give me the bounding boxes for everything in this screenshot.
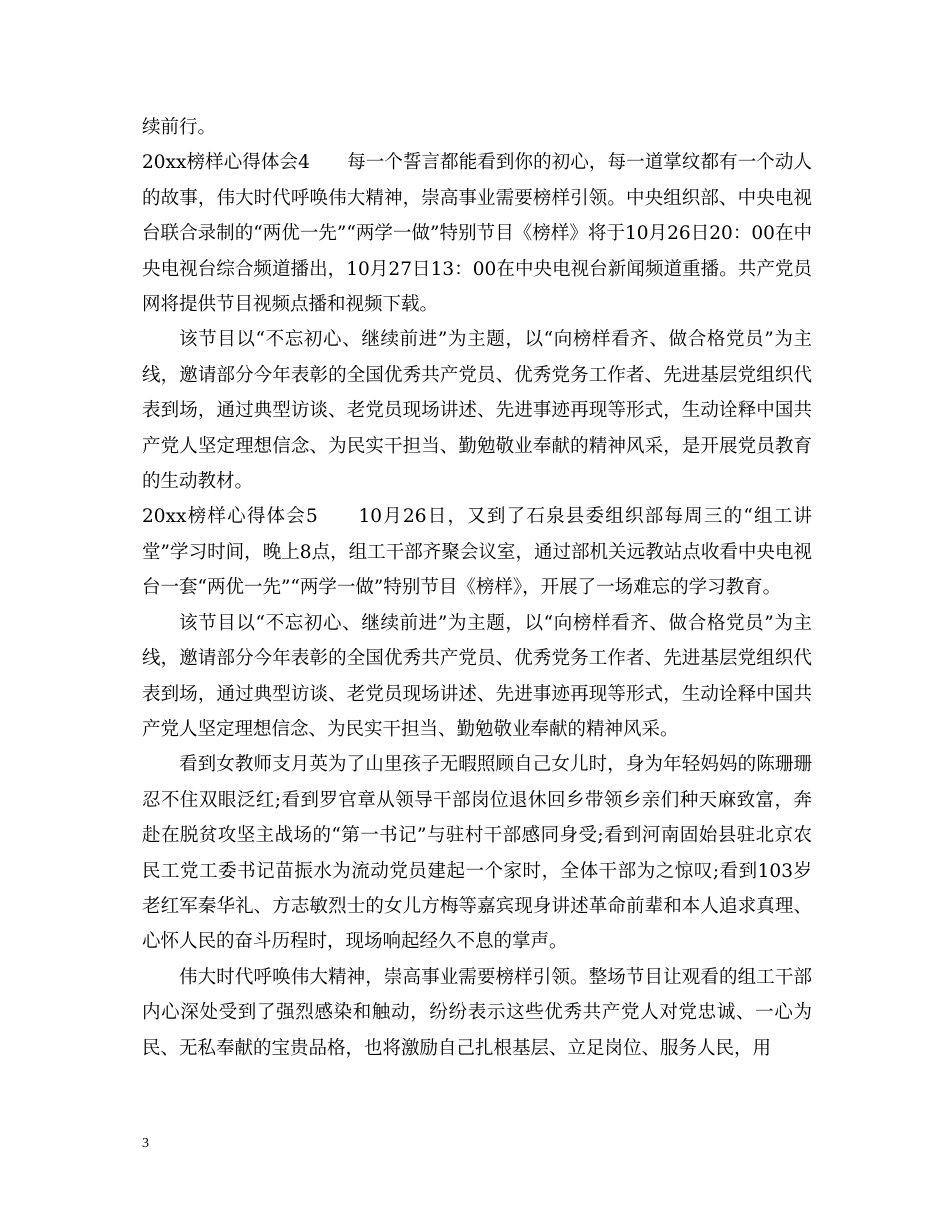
paragraph-6: 看到女教师支月英为了山里孩子无暇照顾自己女儿时，身为年轻妈妈的陈珊珊忍不住双眼泛红;看到罗官章从领导干部岗位退休回乡带领乡亲们种天麻致富，奔赴在脱贫攻坚主战场的“第一书记”与驻村干部感同身受;看到河南固始县驻北京农民工党工委书记苗振水为流动党员建起一个家时，全体干部为之惊叹;看到103岁老红军秦华礼、方志敏烈士的女儿方梅等嘉宾现身讲述革命前辈和本人追求真理、心怀人民的奋斗历程时，现场响起经久不息的掌声。 — [142, 754, 812, 953]
document-page — [142, 110, 812, 1066]
paragraph-7: 伟大时代呼唤伟大精神，崇高事业需要榜样引领。整场节目让观看的组工干部内心深处受到了强烈感染和触动，纷纷表示这些优秀共产党人对党忠诚、一心为民、无私奉献的宝贵品格，也将激励自己扎根基层、立足岗位、服务人民，用 — [142, 966, 812, 1059]
paragraph-2: 20xx榜样心得体会4 每一个誓言都能看到你的初心，每一道掌纹都有一个动人的故事，伟大时代呼唤伟大精神，崇高事业需要榜样引领。中央组织部、中央电视台联合录制的“两优一先”“两学一做”特别节目《榜样》将于10月26日20：00在中央电视台综合频道播出，10月27日13：00在中央电视台新闻频道重播。共产党员网将提供节目视频点播和视频下载。 — [142, 152, 812, 316]
paragraph-5: 该节目以“不忘初心、继续前进”为主题，以“向榜样看齐、做合格党员”为主线，邀请部分今年表彰的全国优秀共产党员、优秀党务工作者、先进基层党组织代表到场，通过典型访谈、老党员现场讲述、先进事迹再现等形式，生动诠释中国共产党人坚定理想信念、为民实干担当、勤勉敬业奉献的精神风采。 — [142, 612, 812, 740]
paragraph-3: 该节目以“不忘初心、继续前进”为主题，以“向榜样看齐、做合格党员”为主线，邀请部分今年表彰的全国优秀共产党员、优秀党务工作者、先进基层党组织代表到场，通过典型访谈、老党员现场讲述、先进事迹再现等形式，生动诠释中国共产党人坚定理想信念、为民实干担当、勤勉敬业奉献的精神风采，是开展党员教育的生动教材。 — [142, 329, 812, 493]
paragraph-4: 20xx榜样心得体会5 10月26日，又到了石泉县委组织部每周三的“组工讲堂”学习时间，晚上8点，组工干部齐聚会议室，通过部机关远教站点收看中央电视台一套“两优一先”“两学一做”特别节目《榜样》，开展了一场难忘的学习教育。 — [142, 506, 812, 599]
page-number: 3 — [142, 1136, 149, 1151]
paragraph-1: 续前行。 — [142, 117, 217, 138]
